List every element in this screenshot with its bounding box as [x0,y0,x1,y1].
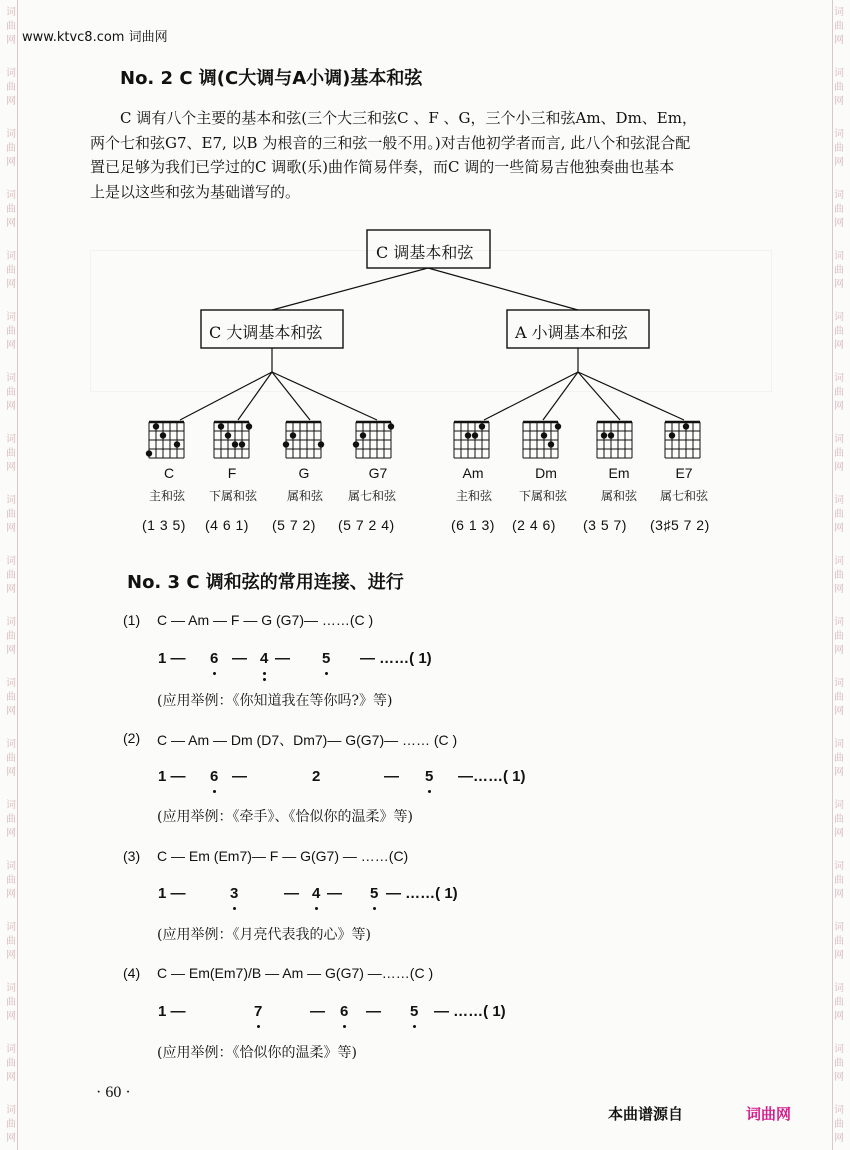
finger-dot [225,432,231,438]
watermark-glyph: 词 [834,251,844,262]
watermark-glyph: 词 [6,68,16,79]
watermark-glyph: 曲 [6,82,16,93]
finger-dot [669,432,675,438]
watermark-glyph: 网 [6,645,16,656]
application-example: (应用举例：《月亮代表我的心》等) [157,927,371,943]
root-box-label: C 调基本和弦 [376,243,474,262]
numbered-tone: — [275,650,290,667]
chord-grid-e7 [665,422,700,458]
watermark-glyph: 词 [6,800,16,811]
right-to-chord-line [578,372,684,420]
chord-grid-c [146,422,184,458]
chord-grids [146,422,700,458]
watermark-glyph: 网 [834,401,844,412]
watermark-glyph: 网 [834,462,844,473]
chord-name-dm: Dm [535,465,557,481]
watermark-glyph: 词 [834,1044,844,1055]
chord-tones: (1 3 5) [142,517,186,533]
finger-dot [318,441,324,447]
watermark-glyph: 曲 [834,997,844,1008]
watermark-glyph: 曲 [6,814,16,825]
finger-dot [360,432,366,438]
paragraph-line: 上是以这些和弦为基础谱写的。 [90,182,301,201]
watermark-glyph: 词 [834,861,844,872]
watermark-glyph: 词 [834,922,844,933]
left-to-chord-line [180,372,272,420]
chord-tones: (3 5 7) [583,517,627,533]
watermark-glyph: 词 [6,129,16,140]
chord-tones: (2 4 6) [512,517,556,533]
watermark-glyph: 网 [6,401,16,412]
low-octave-dot [343,1025,346,1028]
watermark-glyph: 曲 [834,448,844,459]
finger-dot [146,450,152,456]
watermark-glyph: 网 [6,96,16,107]
watermark-glyph: 网 [6,462,16,473]
progression-label: (3) [123,848,141,864]
low-octave-dot [325,672,328,675]
watermark-glyph: 曲 [6,387,16,398]
watermark-glyph: 网 [834,828,844,839]
chord-name-g: G [298,465,310,481]
paragraph-line: C 调有八个主要的基本和弦(三个大三和弦C 、F 、G，三个小三和弦Am、Dm、Em， [120,109,697,127]
numbered-tone: 1 — [158,885,186,902]
watermark-glyph: 词 [6,861,16,872]
watermark-glyph: 网 [6,523,16,534]
section-3-heading: No. 3 C 调和弦的常用连接、进行 [127,572,404,593]
chord-name-g7: G7 [368,465,388,481]
numbered-tone: 6 [210,650,219,667]
numbered-tone: 5 [370,885,379,902]
watermark-glyph: 曲 [6,631,16,642]
paragraph-line: 置已足够为我们已学过的C 调歌(乐)曲作简易伴奏，而C 调的一些简易吉他独奏曲也基本 [90,158,675,176]
watermark-glyph: 曲 [834,387,844,398]
watermark-glyph: 曲 [6,692,16,703]
site-url: www.ktvc8.com 词曲网 [22,30,168,45]
watermark-glyph: 网 [6,1011,16,1022]
chord-function: 属七和弦 [659,489,708,503]
numbered-tone: 3 [230,885,239,902]
numbered-tone: — [384,768,399,785]
chord-function: 主和弦 [148,489,185,503]
watermark-glyph: 词 [6,7,16,18]
watermark-glyph: 词 [6,678,16,689]
watermark-glyph: 曲 [834,936,844,947]
chord-name-am: Am [462,465,484,481]
watermark-glyph: 网 [6,157,16,168]
watermark-glyph: 曲 [6,143,16,154]
watermark-glyph: 曲 [834,82,844,93]
numbered-tone: — [232,768,247,785]
numbered-tone: — [310,1003,325,1020]
watermark-glyph: 网 [834,96,844,107]
watermark-glyph: 曲 [6,570,16,581]
right-box-label: A 小调基本和弦 [515,323,628,342]
root-to-left-line [272,268,428,310]
chord-function: 下属和弦 [518,489,567,503]
watermark-glyph: 曲 [834,631,844,642]
chord-name-em: Em [608,465,630,481]
progression-chords: C — Em (Em7)— F — G(G7) — ……(C) [157,848,409,864]
watermark-glyph: 曲 [6,1119,16,1130]
watermark-glyph: 词 [834,617,844,628]
chord-tones: (3♯5 7 2) [650,517,710,533]
watermark-glyph: 网 [6,584,16,595]
watermark-glyph: 曲 [6,448,16,459]
application-example: (应用举例：《牵手》、《恰似你的温柔》等) [157,809,413,825]
chord-tones: (5 7 2 4) [338,517,395,533]
numbered-tone: 6 [340,1003,349,1020]
application-example: (应用举例：《恰似你的温柔》等) [157,1045,357,1061]
watermark-glyph: 曲 [834,21,844,32]
watermark-glyph: 词 [834,68,844,79]
watermark-glyph: 网 [6,828,16,839]
watermark-glyph: 网 [6,218,16,229]
low-octave-dot [213,790,216,793]
numbered-tone: 4 [260,650,269,667]
chord-tones: (5 7 2) [272,517,316,533]
chord-grid-dm [523,422,561,458]
watermark-glyph: 曲 [834,1058,844,1069]
progression-chords: C — Em(Em7)/B — Am — G(G7) —……(C ) [157,965,434,981]
progression-chords: C — Am — Dm (D7、Dm7)— G(G7)— …… (C ) [157,732,458,748]
footer-source-label: 本曲谱源自 [608,1105,684,1123]
watermark-glyph: 网 [834,645,844,656]
watermark-glyph: 网 [6,1072,16,1083]
numbered-tone: — ……( 1) [360,650,432,667]
watermark-glyph: 词 [6,312,16,323]
watermark-glyph: 曲 [834,143,844,154]
chord-grid-am [454,422,489,458]
watermark-glyph: 网 [6,706,16,717]
finger-dot [283,441,289,447]
watermark-glyph: 网 [6,889,16,900]
watermark-glyph: 曲 [6,265,16,276]
watermark-glyph: 词 [6,739,16,750]
watermark-glyph: 词 [6,190,16,201]
watermark-glyph: 词 [6,373,16,384]
watermark-glyph: 曲 [834,265,844,276]
watermark-glyph: 网 [834,218,844,229]
finger-dot [218,423,224,429]
chord-grid-g [283,422,324,458]
watermark-glyph: 网 [6,279,16,290]
numbered-tone: 5 [425,768,434,785]
low-octave-dot [263,678,266,681]
numbered-tone: — ……( 1) [434,1003,506,1020]
chord-grid-f [214,422,252,458]
watermark-glyph: 网 [6,950,16,961]
progression-label: (4) [123,965,141,981]
watermark-glyph: 网 [834,157,844,168]
watermark-glyph: 曲 [834,814,844,825]
watermark-glyph: 网 [834,1133,844,1144]
progression-label: (2) [123,730,141,746]
finger-dot [608,432,614,438]
chord-function: 主和弦 [455,489,492,503]
low-octave-dot [257,1025,260,1028]
finger-dot [353,441,359,447]
numbered-tone: — [232,650,247,667]
chord-function: 属和弦 [600,489,637,503]
watermark-glyph: 词 [6,495,16,506]
watermark-glyph: 词 [834,312,844,323]
finger-dot [683,423,689,429]
chord-grid-g7 [353,422,394,458]
finger-dot [601,432,607,438]
low-octave-dot [315,907,318,910]
watermark-glyph: 词 [6,251,16,262]
numbered-tone: 1 — [158,768,186,785]
watermark-glyph: 网 [834,767,844,778]
watermark-glyph: 词 [834,129,844,140]
watermark-glyph: 词 [834,373,844,384]
watermark-glyph: 词 [834,556,844,567]
watermark-glyph: 曲 [6,997,16,1008]
chord-tones: (6 1 3) [451,517,495,533]
progression-label: (1) [123,612,141,628]
watermark-glyph: 网 [834,889,844,900]
chord-name-e7: E7 [675,465,693,481]
watermark-glyph: 网 [834,1072,844,1083]
watermark-glyph: 网 [6,35,16,46]
watermark-glyph: 词 [6,617,16,628]
left-to-chord-line [272,372,377,420]
watermark-glyph: 网 [6,767,16,778]
finger-dot [472,432,478,438]
low-octave-dot [213,672,216,675]
watermark-glyph: 曲 [834,692,844,703]
numbered-tone: 5 [410,1003,419,1020]
left-box-label: C 大调基本和弦 [209,323,323,342]
watermark-glyph: 词 [6,922,16,933]
low-octave-dot [413,1025,416,1028]
right-to-chord-line [578,372,620,420]
watermark-glyph: 词 [6,556,16,567]
finger-dot [232,441,238,447]
watermark-glyph: 网 [834,279,844,290]
root-to-right-line [428,268,578,310]
left-to-chord-line [272,372,310,420]
watermark-glyph: 词 [6,983,16,994]
finger-dot [160,432,166,438]
watermark-glyph: 词 [834,678,844,689]
watermark-glyph: 词 [834,7,844,18]
finger-dot [388,423,394,429]
low-octave-dot [373,907,376,910]
watermark-glyph: 网 [834,523,844,534]
progression-chords: C — Am — F — G (G7)— ……(C ) [157,612,374,628]
watermark-glyph: 曲 [834,875,844,886]
watermark-glyph: 词 [834,1105,844,1116]
numbered-tone: 2 [312,768,321,785]
numbered-tone: 5 [322,650,331,667]
chord-name-c: C [163,465,175,481]
finger-dot [174,441,180,447]
numbered-tone: 4 [312,885,321,902]
chord-tones: (4 6 1) [205,517,249,533]
finger-dot [548,441,554,447]
watermark-glyph: 曲 [6,509,16,520]
watermark-glyph: 网 [834,1011,844,1022]
section-2-heading: No. 2 C 调(C大调与A小调)基本和弦 [120,68,423,89]
watermark-glyph: 曲 [834,326,844,337]
chord-name-f: F [227,465,237,481]
numbered-tone: — [366,1003,381,1020]
watermark-glyph: 曲 [6,753,16,764]
watermark-glyph: 网 [834,35,844,46]
watermark-glyph: 词 [834,434,844,445]
chord-function: 下属和弦 [208,489,257,503]
watermark-glyph: 网 [6,1133,16,1144]
low-octave-dot [428,790,431,793]
numbered-tone: 7 [254,1003,263,1020]
watermark-glyph: 曲 [834,204,844,215]
watermark-glyph: 词 [834,190,844,201]
tree-connector-lines [180,268,684,420]
numbered-tone: — [327,885,342,902]
watermark-glyph: 网 [6,340,16,351]
watermark-glyph: 曲 [834,509,844,520]
finger-dot [555,423,561,429]
numbered-tone: — [284,885,299,902]
left-to-chord-line [238,372,272,420]
numbered-tone: 1 — [158,1003,186,1020]
watermark-glyph: 曲 [6,326,16,337]
footer-site-name[interactable]: 词曲网 [746,1105,792,1123]
watermark-glyph: 曲 [6,21,16,32]
watermark-glyph: 词 [6,1105,16,1116]
low-octave-dot [263,672,266,675]
numbered-tone: 6 [210,768,219,785]
numbered-tone: — ……( 1) [386,885,458,902]
watermark-glyph: 词 [834,739,844,750]
watermark-glyph: 网 [834,706,844,717]
watermark-glyph: 词 [834,983,844,994]
watermark-glyph: 网 [834,340,844,351]
watermark-glyph: 曲 [834,753,844,764]
watermark-glyph: 曲 [834,1119,844,1130]
finger-dot [290,432,296,438]
watermark-glyph: 曲 [6,204,16,215]
watermark-glyph: 词 [6,434,16,445]
finger-dot [239,441,245,447]
finger-dot [246,423,252,429]
application-example: (应用举例：《你知道我在等你吗?》等) [157,693,393,709]
right-to-chord-line [484,372,578,420]
finger-dot [541,432,547,438]
watermark-glyph: 曲 [6,1058,16,1069]
watermark-glyph: 曲 [6,936,16,947]
right-to-chord-line [543,372,578,420]
watermark-glyph: 词 [6,1044,16,1055]
watermark-glyph: 曲 [834,570,844,581]
numbered-tone: 1 — [158,650,186,667]
paragraph-line: 两个七和弦G7、E7, 以B 为根音的三和弦一般不用。)对吉他初学者而言, 此八个和弦混合配 [90,133,691,152]
watermark-glyph: 曲 [6,875,16,886]
watermark-glyph: 网 [834,950,844,961]
numbered-tone: —……( 1) [458,768,526,785]
watermark-glyph: 词 [834,800,844,811]
chord-function: 属和弦 [286,489,323,503]
low-octave-dot [233,907,236,910]
chord-grid-em [597,422,632,458]
watermark-glyph: 词 [834,495,844,506]
watermark-glyph: 网 [834,584,844,595]
finger-dot [153,423,159,429]
finger-dot [479,423,485,429]
finger-dot [465,432,471,438]
chord-function: 属七和弦 [347,489,396,503]
page-number: · 60 · [96,1084,131,1101]
